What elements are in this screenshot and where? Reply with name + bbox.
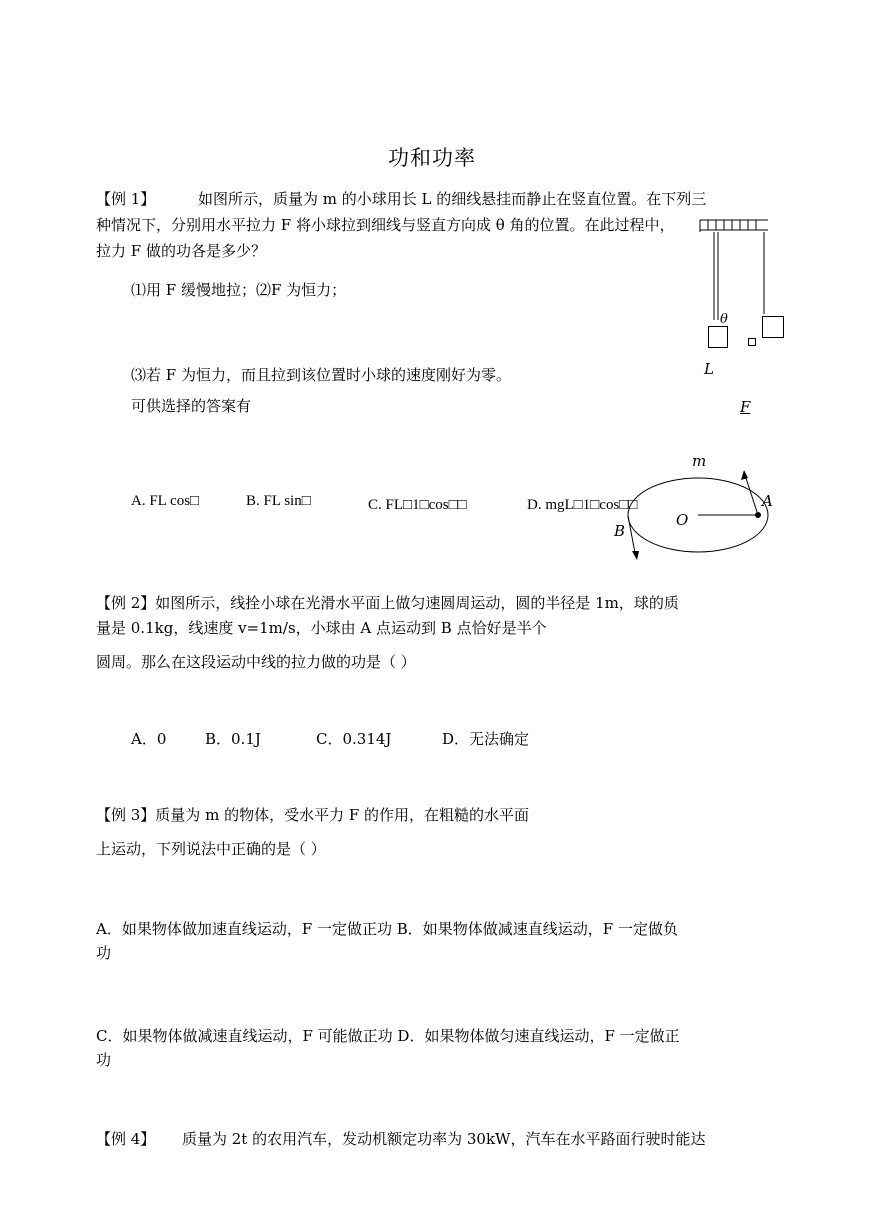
example-1-question-3: ⑶若 F 为恒力，而且拉到该位置时小球的速度刚好为零。 bbox=[131, 366, 511, 384]
force-label: F bbox=[740, 398, 751, 416]
example-1-choices-intro: 可供选择的答案有 bbox=[131, 397, 252, 415]
example-1-line-3: 拉力 F 做的功各是多少？ bbox=[96, 242, 266, 260]
example-2-line-2: 量是 0.1kg，线速度 v=1m/s，小球由 A 点运动到 B 点恰好是半个 bbox=[96, 619, 547, 637]
example-1-option-a: A. FL cos□ bbox=[131, 493, 200, 509]
example-1-line-1: 如图所示，质量为 m 的小球用长 L 的细线悬挂而静止在竖直位置。在下列三 bbox=[198, 190, 707, 208]
example-2-line-3: 圆周。那么在这段运动中线的拉力做的功是（ ） bbox=[96, 653, 416, 671]
example-4-label: 【例 4】 bbox=[96, 1130, 156, 1148]
small-square bbox=[748, 338, 756, 346]
pendulum-figure bbox=[698, 216, 788, 416]
example-3-options-ab-line-1: A．如果物体做加速直线运动，F 一定做正功 B．如果物体做减速直线运动，F 一定做负 bbox=[96, 920, 678, 938]
example-2-option-c: C．0.314J bbox=[316, 730, 392, 748]
example-1-question-1-2: ⑴用 F 缓慢地拉；⑵F 为恒力； bbox=[131, 281, 347, 299]
example-3-options-cd-line-2: 功 bbox=[96, 1051, 112, 1069]
example-3-line-1: 【例 3】质量为 m 的物体，受水平力 F 的作用，在粗糙的水平面 bbox=[96, 806, 530, 824]
ball-square-left bbox=[708, 326, 728, 348]
point-a-label: A bbox=[762, 492, 773, 510]
example-2-option-b: B．0.1J bbox=[205, 730, 261, 748]
example-1-option-d: D. mgL□1□cos□□ bbox=[527, 497, 638, 513]
point-b-label: B bbox=[614, 522, 626, 540]
example-1-label: 【例 1】 bbox=[96, 190, 156, 208]
example-1-option-b: B. FL sin□ bbox=[246, 493, 311, 509]
length-label: L bbox=[704, 360, 714, 378]
example-1-option-c: C. FL□1□cos□□ bbox=[368, 497, 467, 513]
mass-label: m bbox=[692, 452, 707, 470]
circular-motion-figure bbox=[608, 448, 788, 578]
example-4-line-1: 质量为 2t 的农用汽车，发动机额定功率为 30kW，汽车在水平路面行驶时能达 bbox=[182, 1130, 706, 1148]
example-3-options-cd-line-1: C．如果物体做减速直线运动，F 可能做正功 D．如果物体做匀速直线运动，F 一定做正 bbox=[96, 1027, 680, 1045]
example-2-option-d: D．无法确定 bbox=[442, 730, 530, 748]
example-2-line-1: 【例 2】如图所示，线拴小球在光滑水平面上做匀速圆周运动，圆的半径是 1m，球的质 bbox=[96, 594, 679, 612]
example-3-line-2: 上运动，下列说法中正确的是（ ） bbox=[96, 840, 326, 858]
example-3-options-ab-line-2: 功 bbox=[96, 944, 112, 962]
theta-label: θ bbox=[720, 312, 728, 327]
example-2-option-a: A．0 bbox=[131, 730, 167, 748]
ball-square-right bbox=[762, 316, 784, 338]
example-1-line-2: 种情况下，分别用水平拉力 F 将小球拉到细线与竖直方向成 θ 角的位置。在此过程中， bbox=[96, 216, 675, 234]
page-title: 功和功率 bbox=[388, 146, 476, 170]
center-o-label: O bbox=[676, 511, 689, 529]
